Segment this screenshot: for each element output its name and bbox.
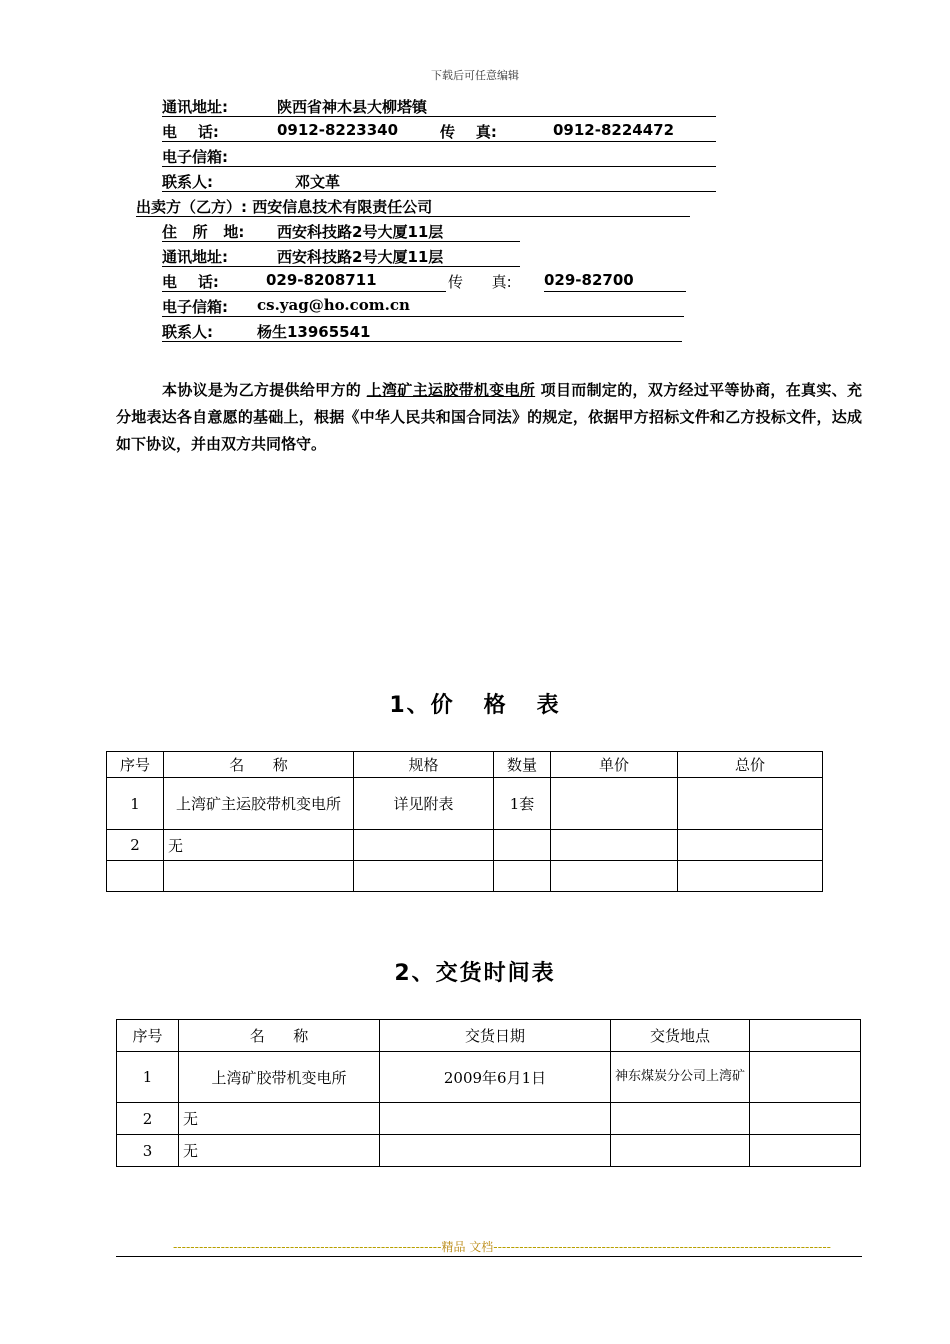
price-header-cell: 序号 (107, 752, 164, 778)
delivery-header-cell: 名 称 (179, 1020, 380, 1052)
buyer-phone-label: 电 话: (162, 123, 219, 141)
delivery-cell (611, 1135, 750, 1167)
seller-phone-label: 电 话: (162, 273, 219, 291)
delivery-cell (750, 1103, 861, 1135)
buyer-address-value: 陕西省神木县大柳塔镇 (277, 98, 428, 116)
price-header-cell: 总价 (678, 752, 823, 778)
seller-title: 出卖方（乙方）: 西安信息技术有限责任公司 (136, 198, 433, 216)
seller-address-label: 通讯地址: (162, 248, 228, 266)
seller-phone-underline (162, 291, 446, 292)
delivery-cell: 上湾矿胶带机变电所 (179, 1052, 380, 1103)
seller-fax-underline (544, 291, 686, 292)
footer-label-text: 精品 文档 (441, 1240, 494, 1254)
delivery-cell (750, 1135, 861, 1167)
price-cell: 1套 (494, 778, 551, 830)
delivery-header-cell (750, 1020, 861, 1052)
price-cell (551, 830, 678, 861)
table-row (107, 778, 823, 830)
buyer-address-label: 通讯地址: (162, 98, 228, 116)
price-cell (494, 861, 551, 892)
table-row (107, 861, 823, 892)
seller-phone-value: 029-8208711 (266, 271, 377, 289)
seller-contact-label: 联系人: (162, 323, 213, 341)
delivery-cell: 1 (117, 1052, 179, 1103)
seller-title-underline (136, 216, 690, 217)
price-cell (678, 778, 823, 830)
agreement-paragraph (116, 377, 862, 458)
seller-fax-value: 029-82700 (544, 271, 634, 289)
price-cell: 1 (107, 778, 164, 830)
price-cell (678, 830, 823, 861)
delivery-cell: 2009年6月1日 (380, 1052, 611, 1103)
price-cell (107, 861, 164, 892)
price-table-header-row (107, 752, 823, 778)
delivery-cell: 3 (117, 1135, 179, 1167)
price-cell (354, 861, 494, 892)
seller-contact-value: 杨生13965541 (257, 323, 371, 341)
price-cell (551, 861, 678, 892)
table-row (117, 1135, 861, 1167)
buyer-fax-label: 传 真: (440, 123, 497, 141)
delivery-cell: 2 (117, 1103, 179, 1135)
delivery-cell (380, 1103, 611, 1135)
buyer-email-label: 电子信箱: (162, 148, 228, 166)
agreement-project-name: 上湾矿主运胶带机变电所 (366, 381, 536, 399)
price-cell (678, 861, 823, 892)
price-header-cell: 名 称 (164, 752, 354, 778)
buyer-phone-value: 0912-8223340 (277, 121, 399, 139)
price-cell: 详见附表 (354, 778, 494, 830)
price-header-cell: 单价 (551, 752, 678, 778)
buyer-contact-label: 联系人: (162, 173, 213, 191)
price-cell: 上湾矿主运胶带机变电所 (164, 778, 354, 830)
price-cell (164, 861, 354, 892)
delivery-header-cell: 交货地点 (611, 1020, 750, 1052)
table-row (117, 1052, 861, 1103)
seller-address-value: 西安科技路2号大厦11层 (277, 248, 444, 266)
seller-email-value: cs.yag@ho.com.cn (257, 296, 410, 314)
agreement-text-2: 项目而制定的，双方经过平等协商，在真实、充分地表达各自意愿的基础上，根据《中华人民共和国合同法》的规定，依据甲方招标文件和乙方投标文件，达成如下协议，并由双方共同恪守。 (116, 381, 862, 453)
delivery-cell (750, 1052, 861, 1103)
delivery-header-cell: 序号 (117, 1020, 179, 1052)
price-cell (551, 778, 678, 830)
table-row (107, 830, 823, 861)
table-row (117, 1103, 861, 1135)
price-table (106, 751, 823, 892)
seller-email-underline (162, 316, 684, 317)
delivery-table (116, 1019, 861, 1167)
delivery-table-header-row (117, 1020, 861, 1052)
price-header-cell: 规格 (354, 752, 494, 778)
agreement-text-1: 本协议是为乙方提供给甲方的 (162, 381, 362, 399)
delivery-cell (611, 1103, 750, 1135)
seller-email-label: 电子信箱: (162, 298, 228, 316)
price-cell: 无 (164, 830, 354, 861)
delivery-header-cell: 交货日期 (380, 1020, 611, 1052)
price-cell: 2 (107, 830, 164, 861)
seller-residence-label: 住 所 地: (162, 223, 245, 241)
buyer-contact-value: 邓文革 (295, 173, 341, 191)
delivery-cell: 神东煤炭分公司上湾矿 (611, 1052, 750, 1103)
seller-address-underline (162, 266, 520, 267)
delivery-cell: 无 (179, 1135, 380, 1167)
seller-contact-underline (162, 341, 682, 342)
price-table-title: 1、价 格 表 (389, 693, 561, 718)
buyer-phone-underline (162, 141, 716, 142)
footer-rule (116, 1256, 862, 1257)
delivery-cell: 无 (179, 1103, 380, 1135)
footer-dashes-left: -------------------------------------------------------------- (172, 1240, 442, 1254)
delivery-table-title: 2、交货时间表 (394, 961, 556, 986)
footer-dashes-right: ------------------------------------------------------------------------------ (493, 1240, 832, 1254)
price-cell (354, 830, 494, 861)
seller-residence-value: 西安科技路2号大厦11层 (277, 223, 444, 241)
price-cell (494, 830, 551, 861)
buyer-contact-underline (162, 191, 716, 192)
buyer-address-underline (162, 116, 716, 117)
seller-residence-underline (162, 241, 520, 242)
delivery-cell (380, 1135, 611, 1167)
footer-label (168, 1238, 836, 1255)
price-header-cell: 数量 (494, 752, 551, 778)
buyer-fax-value: 0912-8224472 (553, 121, 675, 139)
buyer-email-underline (162, 166, 716, 167)
seller-fax-label: 传 真: (448, 273, 512, 291)
header-note: 下载后可任意编辑 (431, 69, 519, 82)
